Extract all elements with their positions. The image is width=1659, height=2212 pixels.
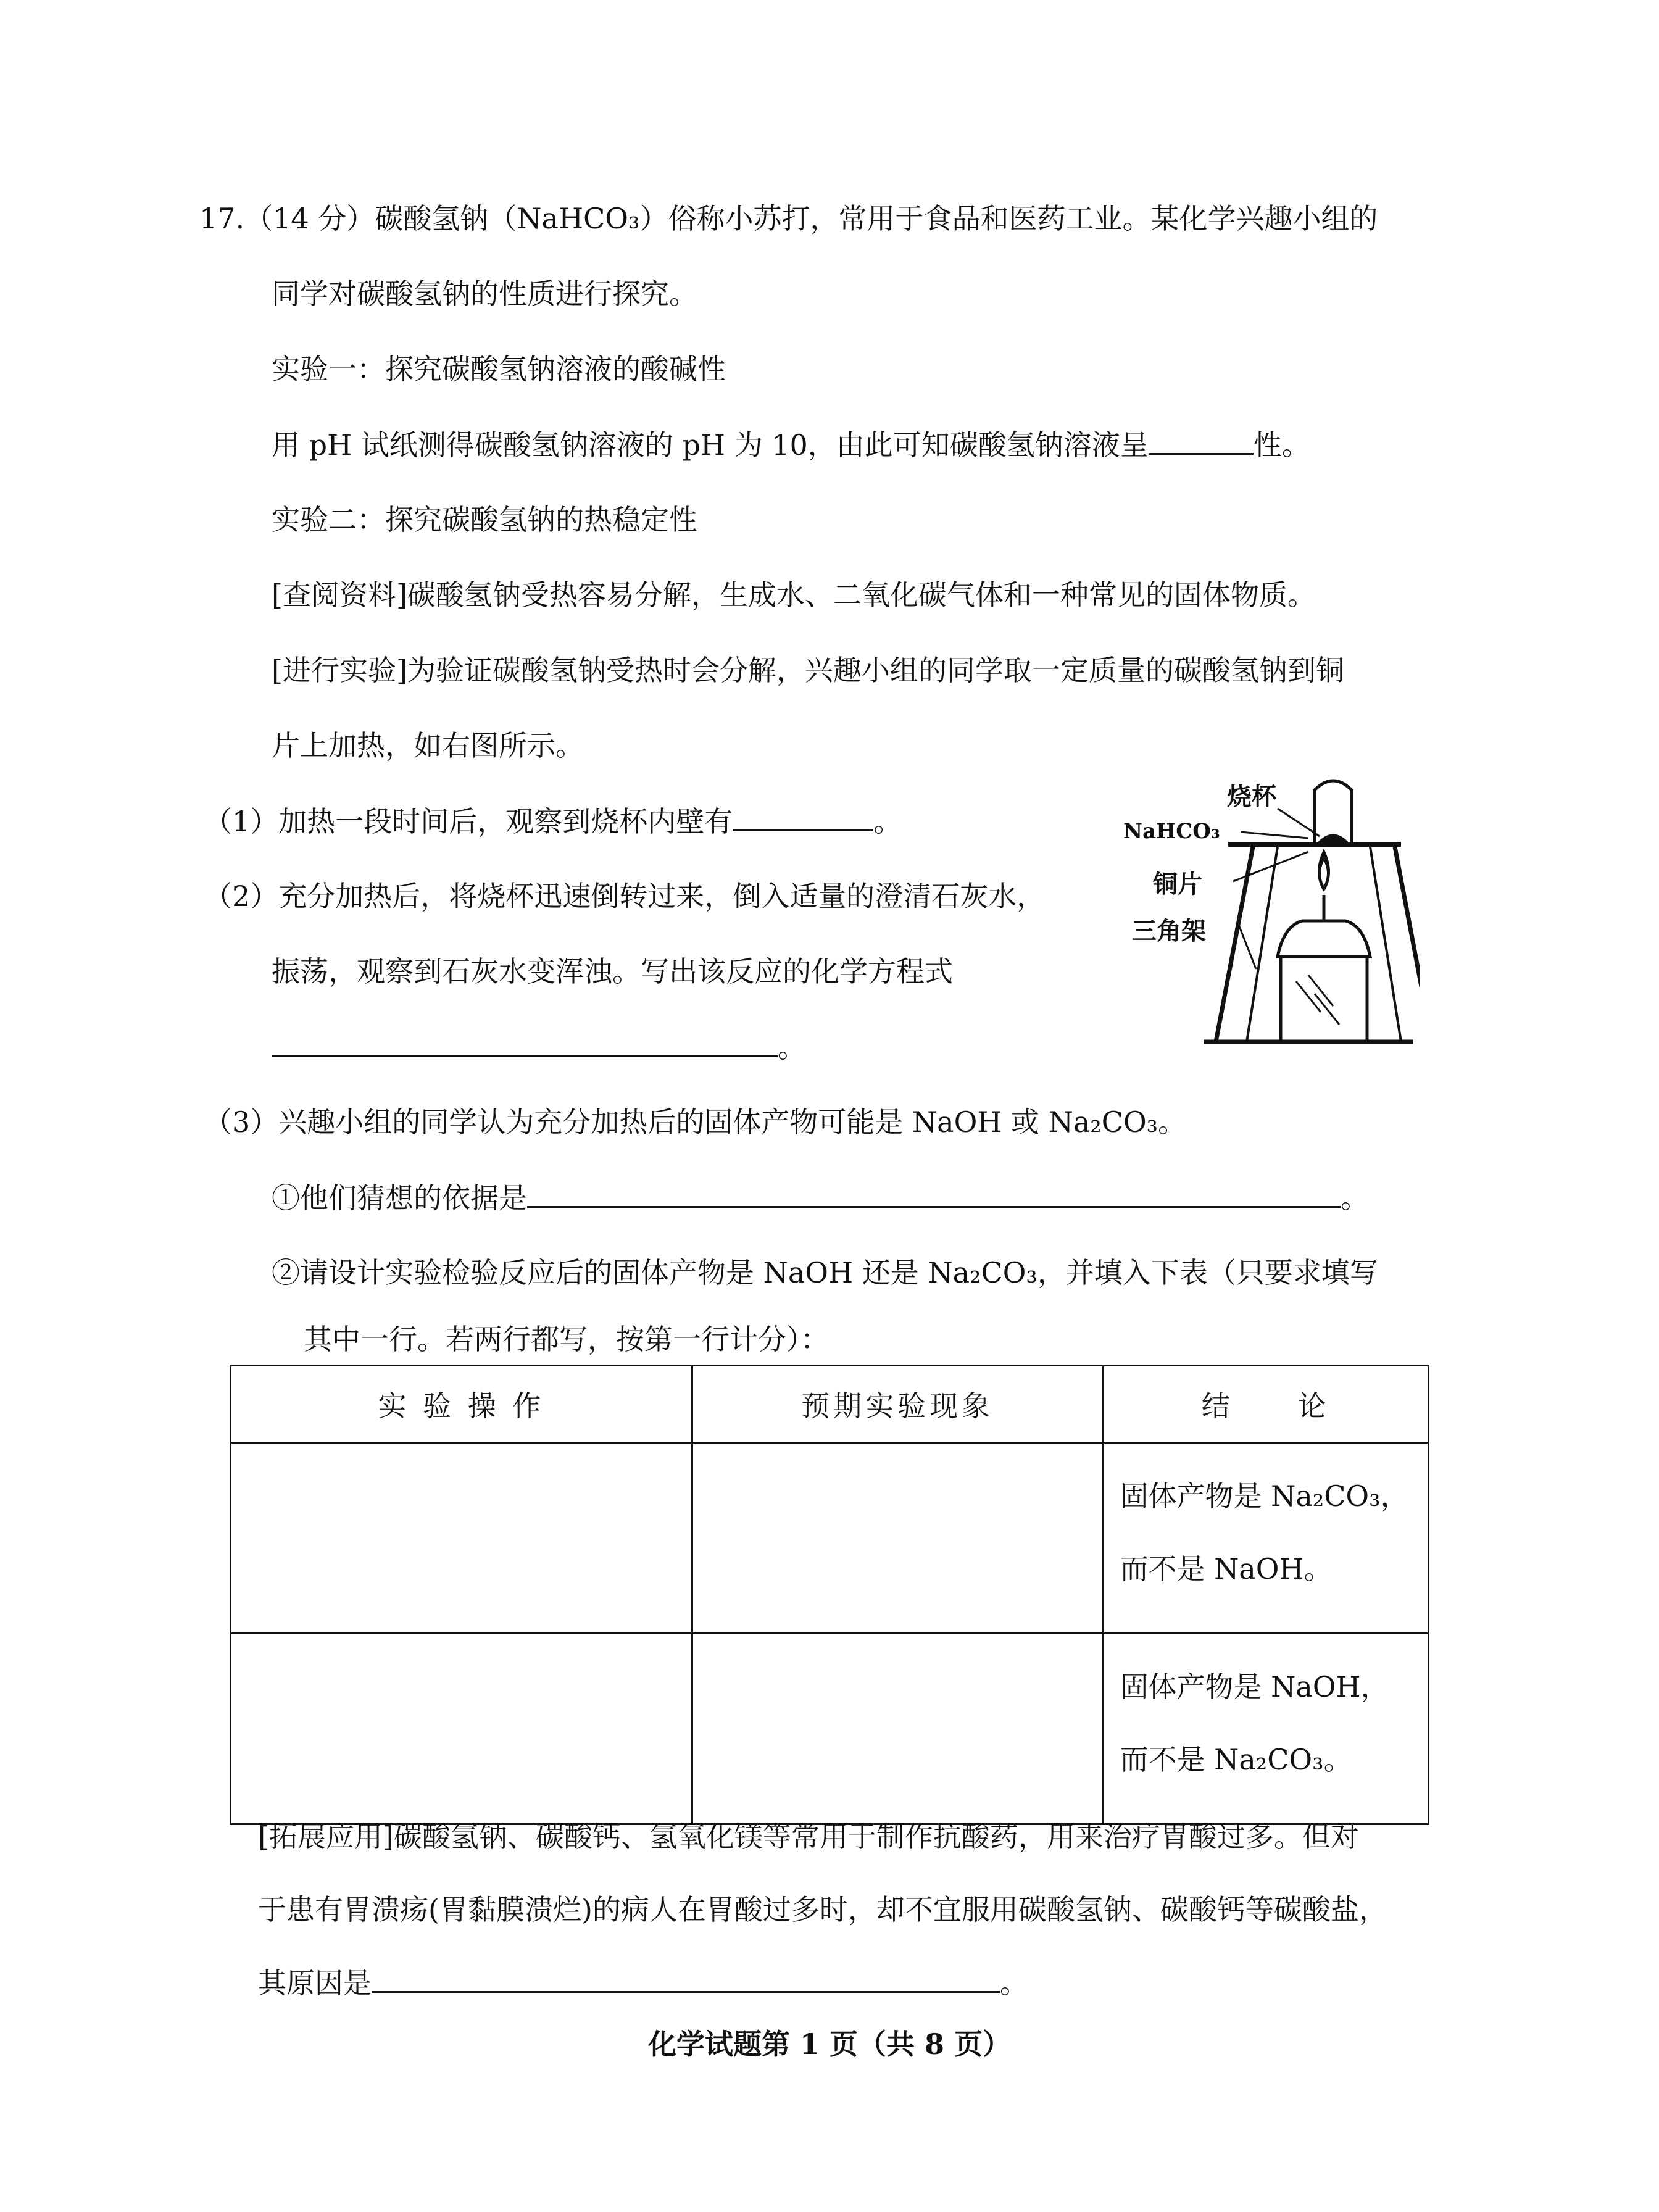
lamp-stand-block — [1281, 957, 1367, 1042]
label-beaker: 烧杯 — [1227, 782, 1276, 811]
exp2-procedure-line2: 片上加热，如右图所示。 — [272, 729, 584, 762]
q1 — [204, 802, 902, 840]
extension-answer-blank[interactable] — [372, 1964, 1000, 1993]
exp2-title: 实验二：探究碳酸氢钠的热稳定性 — [272, 503, 697, 536]
q2-line3 — [272, 1028, 806, 1066]
q1-answer-blank[interactable] — [733, 802, 873, 831]
row1-conclusion-cell — [1103, 1443, 1429, 1634]
q3-sub1-answer-blank[interactable] — [527, 1179, 1341, 1208]
question-intro-line1: 17.（14 分）碳酸氢钠（NaHCO₃）俗称小苏打，常用于食品和医药工业。某化学兴趣小组的 — [199, 202, 1378, 235]
q2-line2: 振荡，观察到石灰水变浑浊。写出该反应的化学方程式 — [272, 955, 953, 988]
q2-equation-blank[interactable] — [272, 1028, 778, 1057]
q2-line1: （2）充分加热后，将烧杯迅速倒转过来，倒入适量的澄清石灰水， — [204, 879, 1046, 913]
extension-line3-end: 。 — [1000, 1966, 1028, 2000]
tripod-right-leg — [1395, 847, 1420, 1042]
q3-sub2-line1: ②请设计实验检验反应后的固体产物是 NaOH 还是 Na₂CO₃，并填入下表（只要求填写 — [272, 1256, 1378, 1289]
row1-conclusion-line2: 而不是 NaOH。 — [1120, 1552, 1333, 1586]
experiment-table — [230, 1365, 1429, 1825]
row2-conclusion-line2: 而不是 Na₂CO₃。 — [1120, 1743, 1352, 1776]
row1-operation-cell[interactable] — [231, 1443, 692, 1634]
q2-line3-end: 。 — [778, 1031, 806, 1064]
row2-operation-cell[interactable] — [231, 1634, 692, 1824]
extension-line3 — [258, 1964, 1028, 2002]
exp1-text-end: 性。 — [1253, 428, 1310, 462]
row2-phenomenon-cell[interactable] — [692, 1634, 1103, 1824]
header-phenomenon: 预期实验现象 — [692, 1366, 1103, 1443]
apparatus-figure — [1123, 759, 1420, 1055]
table-row — [231, 1634, 1429, 1824]
q3-sub2-line2: 其中一行。若两行都写，按第一行计分）： — [304, 1323, 829, 1356]
exp2-procedure-line1: [进行实验]为验证碳酸氢钠受热时会分解，兴趣小组的同学取一定质量的碳酸氢钠到铜 — [272, 654, 1344, 687]
q3-intro: （3）兴趣小组的同学认为充分加热后的固体产物可能是 NaOH 或 Na₂CO₃。 — [204, 1105, 1187, 1139]
extension-line3-text: 其原因是 — [258, 1966, 372, 2000]
exp1-question — [272, 426, 1310, 464]
extension-line1: [拓展应用]碳酸氢钠、碳酸钙、氢氧化镁等常用于制作抗酸药，用来治疗胃酸过多。但对 — [258, 1820, 1359, 1853]
label-nahco3: NaHCO₃ — [1123, 819, 1220, 844]
q3-sub1-end: 。 — [1341, 1181, 1369, 1215]
q3-sub1-text: ①他们猜想的依据是 — [272, 1181, 527, 1215]
table-header-row — [231, 1366, 1429, 1443]
extension-line2: 于患有胃溃疡(胃黏膜溃烂)的病人在胃酸过多时，却不宜服用碳酸氢钠、碳酸钙等碳酸盐， — [258, 1893, 1387, 1926]
table-row — [231, 1443, 1429, 1634]
exp1-text: 用 pH 试纸测得碳酸氢钠溶液的 pH 为 10，由此可知碳酸氢钠溶液呈 — [272, 428, 1149, 462]
alcohol-lamp-body — [1278, 921, 1370, 957]
q1-text: （1）加热一段时间后，观察到烧杯内壁有 — [204, 805, 733, 838]
nahco3-pile — [1316, 834, 1350, 845]
page-footer: 化学试题第 1 页（共 8 页） — [647, 2027, 1012, 2061]
label-copper: 铜片 — [1153, 870, 1202, 899]
header-operation: 实 验 操 作 — [231, 1366, 692, 1443]
exp2-material: [查阅资料]碳酸氢钠受热容易分解，生成水、二氧化碳气体和一种常见的固体物质。 — [272, 578, 1316, 612]
row1-conclusion-line1: 固体产物是 Na₂CO₃， — [1120, 1479, 1409, 1513]
question-intro-line2: 同学对碳酸氢钠的性质进行探究。 — [272, 277, 697, 310]
q3-sub1 — [272, 1179, 1369, 1216]
row1-phenomenon-cell[interactable] — [692, 1443, 1103, 1634]
row2-conclusion-cell — [1103, 1634, 1429, 1824]
q1-text-end: 。 — [873, 805, 902, 838]
exp1-answer-blank[interactable] — [1149, 426, 1254, 455]
exp1-title: 实验一：探究碳酸氢钠溶液的酸碱性 — [272, 352, 726, 386]
row2-conclusion-line1: 固体产物是 NaOH， — [1120, 1670, 1389, 1703]
label-tripod: 三角架 — [1132, 917, 1206, 946]
header-conclusion: 结 论 — [1103, 1366, 1429, 1443]
